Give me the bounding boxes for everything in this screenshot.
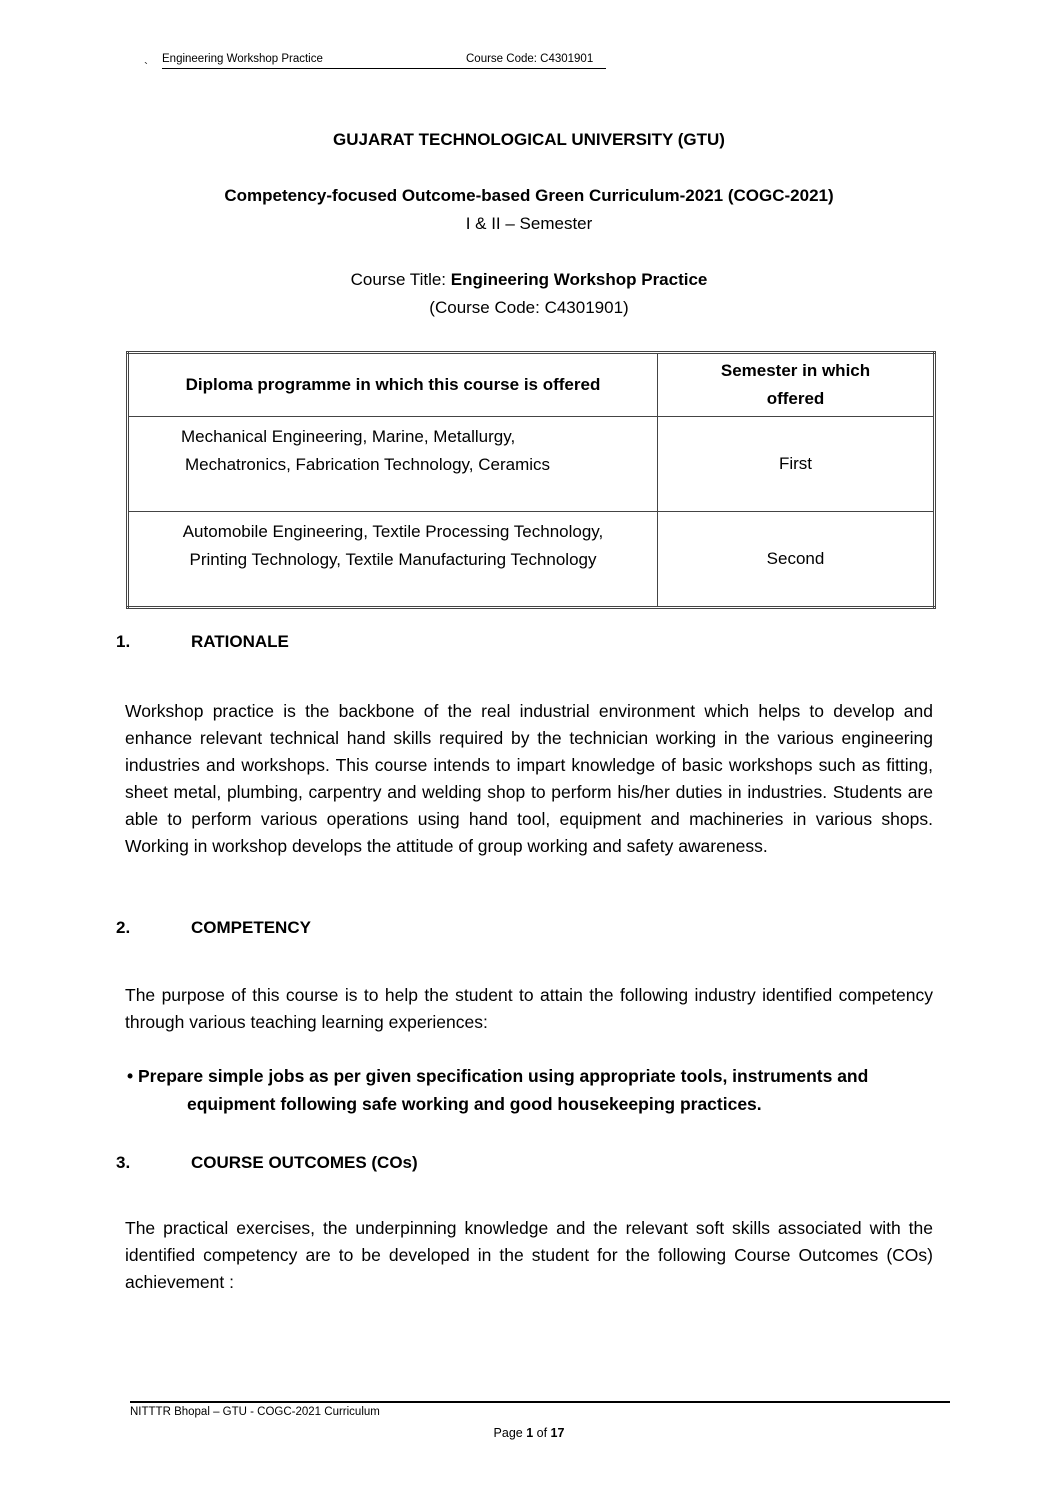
- header-course-title: Engineering Workshop Practice: [162, 53, 323, 65]
- header-programme: Diploma programme in which this course is offered: [128, 353, 658, 417]
- page-number: Page 1 of 17: [493, 1426, 565, 1440]
- header-rule: [162, 68, 606, 69]
- header-semester: Semester in which offered: [658, 353, 935, 417]
- table-row: [128, 512, 935, 608]
- curriculum-title: Competency-focused Outcome-based Green Curriculum-2021 (COGC-2021): [224, 186, 834, 205]
- footer-source: NITTTR Bhopal – GTU - COGC-2021 Curriculum: [130, 1406, 380, 1418]
- programme-cell: Mechanical Engineering, Marine, Metallurgy, Mechatronics, Fabrication Technology, Ceramics: [128, 417, 658, 512]
- competency-text: The purpose of this course is to help the student to attain the following industry identified competency through various teaching learning experiences:: [125, 985, 933, 1032]
- semester-cell: Second: [658, 512, 935, 608]
- programme-table: [126, 351, 936, 609]
- course-title-label: Course Title:: [350, 270, 451, 289]
- university-title: GUJARAT TECHNOLOGICAL UNIVERSITY (GTU): [333, 130, 725, 149]
- table-row: [128, 417, 935, 512]
- course-outcomes-text: The practical exercises, the underpinning knowledge and the relevant soft skills associated with the identified competency are to be developed in the student for the following Course Outcomes (COs) achievement :: [125, 1218, 933, 1292]
- rationale-text: Workshop practice is the backbone of the real industrial environment which helps to develop and enhance relevant technical hand skills required by the technician working in the various engineering industries and workshops. This course intends to impart knowledge of basic workshops such as fitting, sheet metal, plumbing, carpentry and welding shop to perform his/her duties in industries. Students are able to perform various operations using hand tool, equipment and machineries in various shops. Working in workshop develops the attitude of group working and safety awareness.: [125, 701, 933, 856]
- semester-line: I & II – Semester: [465, 214, 593, 233]
- programme-cell: Automobile Engineering, Textile Processing Technology, Printing Technology, Textile Manufacturing Technology: [128, 512, 658, 608]
- semester-cell: First: [658, 417, 935, 512]
- table-header-row: [128, 353, 935, 417]
- course-title-line: [0, 270, 1058, 290]
- competency-bullet: • Prepare simple jobs as per given specification using appropriate tools, instruments and equipment following safe working and good housekeeping practices.: [127, 1066, 869, 1114]
- course-title-value: Engineering Workshop Practice: [450, 270, 708, 289]
- stray-mark: `: [144, 60, 148, 74]
- course-code-line: (Course Code: C4301901): [429, 298, 629, 317]
- footer-rule: [130, 1401, 950, 1403]
- header-course-code: Course Code: C4301901: [466, 53, 594, 65]
